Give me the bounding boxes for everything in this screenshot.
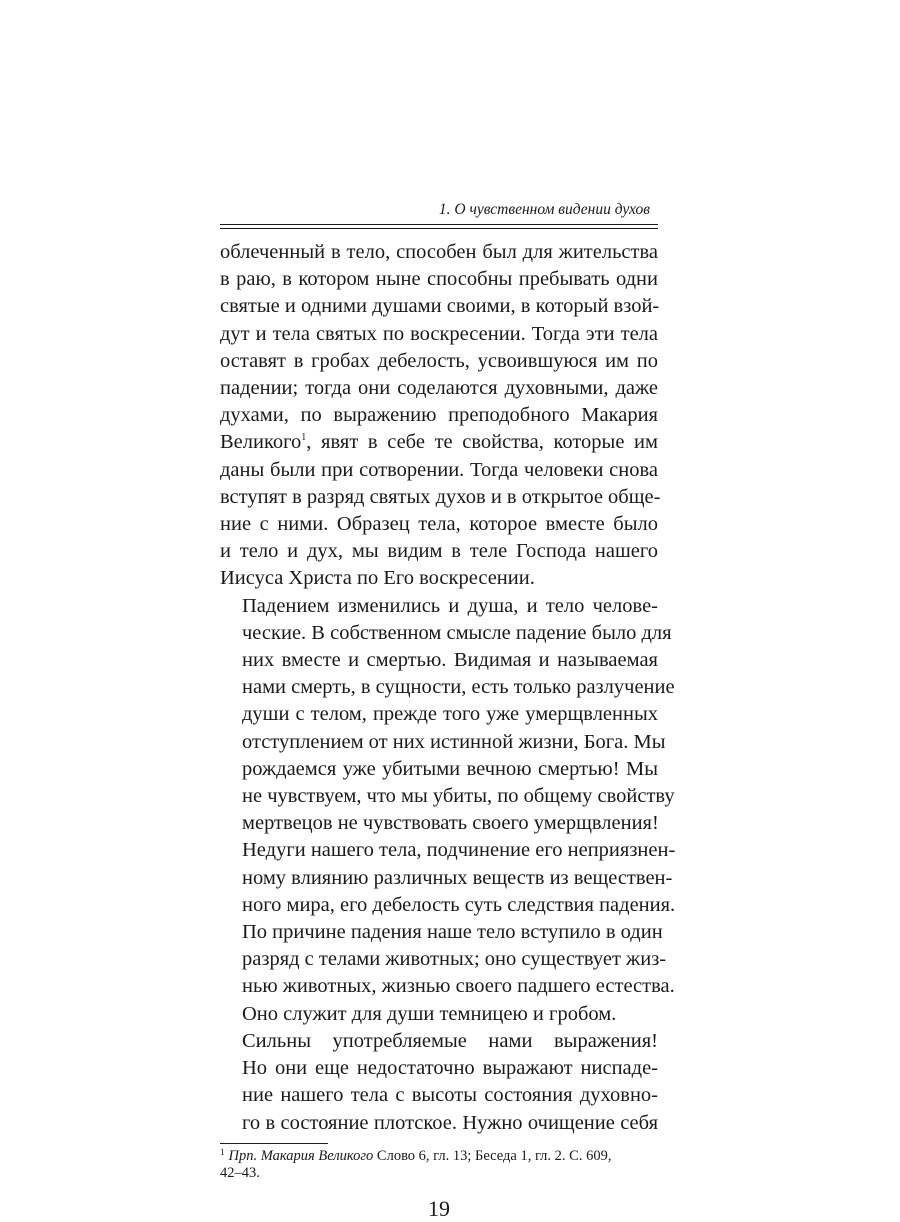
text-line: вступят в разряд святых духов и в открытое обще- [220, 485, 661, 508]
text-line: оставят в гробах дебелость, усвоившуюся им по [220, 349, 658, 372]
text-fragment: Великого [220, 431, 302, 454]
text-line: Оно служит для души темницею и гробом. [242, 1002, 617, 1025]
book-page [220, 200, 676, 1222]
text-line: и тело и дух, мы видим в теле Господа нашего [220, 540, 658, 563]
text-line: мертвецов не чувствовать своего умерщвления! [242, 812, 659, 835]
text-line: разряд с телами животных; оно существует жиз- [242, 948, 667, 971]
text-line: ного мира, его дебелость суть следствия падения. [242, 893, 676, 916]
text-line: в раю, в котором ныне способны пребывать одни [220, 268, 658, 291]
text-line: нью животных, жизнью своего падшего естества. [242, 975, 675, 998]
text-line: Но они еще недостаточно выражают ниспаде- [242, 1057, 658, 1080]
footnote [220, 1148, 658, 1182]
text-line: святые и одними душами своими, в который взой- [220, 295, 660, 318]
footnote-reference[interactable]: 1 [301, 432, 307, 444]
text-line: отступлением от них истинной жизни, Бога. Мы [242, 730, 666, 753]
text-line: облеченный в тело, способен был для жительства [220, 241, 658, 263]
text-line: Недуги нашего тела, подчинение его неприязнен- [242, 839, 676, 862]
text-line: го в состояние плотское. Нужно очищение себя [242, 1111, 658, 1134]
text-line: Падением изменились и душа, и тело челове- [242, 594, 658, 617]
text-line: дут и тела святых по воскресении. Тогда эти тела [220, 322, 658, 345]
paragraph-1 [220, 239, 661, 593]
footnote-separator [220, 1143, 328, 1144]
text-line: ние с ними. Образец тела, которое вместе было [220, 513, 658, 536]
text-line-with-footnote [220, 429, 658, 456]
text-line: ному влиянию различных веществ из веществен- [242, 866, 673, 889]
page-number: 19 [428, 1195, 450, 1221]
text-line: духами, по выражению преподобного Макария [220, 404, 658, 427]
text-fragment: , явят в себе те свойства, которые им [306, 431, 658, 454]
footnote-citation: Слово 6, гл. 13; Беседа 1, гл. 2. С. 609, [373, 1147, 612, 1164]
text-line: них вместе и смертью. Видимая и называемая [242, 649, 658, 672]
text-line: души с телом, прежде того уже умерщвленных [242, 703, 658, 726]
text-line: ческие. В собственном смысле падение было для [242, 621, 672, 644]
paragraph-2 [220, 593, 676, 1028]
text-line: Иисуса Христа по Его воскресении. [220, 567, 535, 590]
footnote-citation-continued: 42–43. [220, 1164, 260, 1181]
footnote-author: Прп. Макария Великого [228, 1147, 374, 1164]
text-line: ние нашего тела с высоты состояния духовно- [242, 1084, 658, 1107]
header-double-rule [220, 224, 658, 229]
running-head: 1. О чувственном видении духов [438, 201, 650, 218]
text-line: По причине падения наше тело вступило в один [242, 921, 663, 944]
body-text [220, 239, 676, 1137]
text-line: рождаемся уже убитыми вечною смертью! Мы [242, 757, 658, 780]
text-line: нами смерть, в сущности, есть только разлучение [242, 676, 675, 699]
footnote-number: 1 [220, 1146, 225, 1157]
text-line: Сильны употребляемые нами выражения! [242, 1029, 658, 1052]
text-line: даны были при сотворении. Тогда человеки снова [220, 458, 658, 481]
paragraph-3 [220, 1028, 658, 1137]
text-line: падении; тогда они соделаются духовными, даже [220, 377, 658, 400]
text-line: не чувствуем, что мы убиты, по общему свойству [242, 785, 675, 808]
